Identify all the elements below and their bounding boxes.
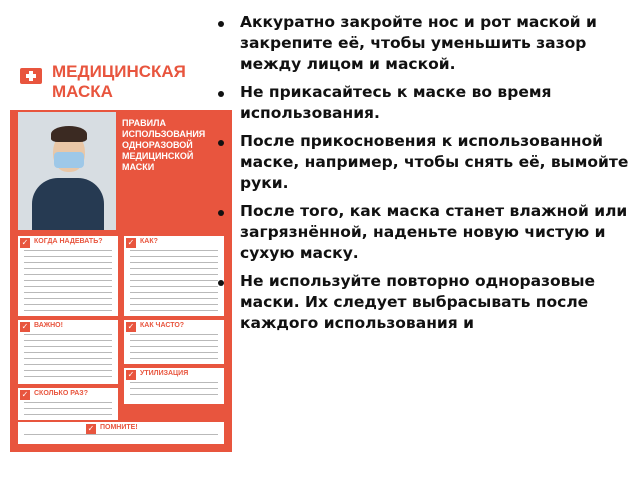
poster-rules-heading: ПРАВИЛА ИСПОЛЬЗОВАНИЯ ОДНОРАЗОВОЙ МЕДИЦИНСКОЙ МАСКИ bbox=[122, 118, 206, 172]
card-title: КАК ЧАСТО? bbox=[140, 322, 185, 329]
poster-photo bbox=[18, 112, 116, 230]
poster-card bbox=[18, 320, 118, 384]
poster-card bbox=[124, 320, 224, 364]
list-item bbox=[214, 12, 634, 75]
check-icon: ✓ bbox=[21, 322, 29, 331]
list-item-text: После того, как маска станет влажной или загрязнённой, наденьте новую чистую и сухую маску. bbox=[240, 202, 628, 262]
check-icon: ✓ bbox=[127, 370, 135, 379]
card-title: КАК? bbox=[140, 238, 158, 245]
list-item-text: Не используйте повторно одноразовые маски. Их следует выбрасывать после каждого использования и bbox=[240, 272, 596, 332]
card-title: КОГДА НАДЕВАТЬ? bbox=[34, 238, 103, 245]
list-item bbox=[214, 82, 634, 124]
check-icon: ✓ bbox=[21, 238, 29, 247]
poster-title: МЕДИЦИНСКАЯ МАСКА bbox=[52, 62, 186, 101]
card-title: УТИЛИЗАЦИЯ bbox=[140, 370, 189, 377]
poster-card bbox=[18, 388, 118, 420]
poster-card bbox=[18, 236, 118, 316]
check-icon: ✓ bbox=[87, 424, 95, 433]
card-text bbox=[24, 250, 112, 312]
mask-rules-list bbox=[214, 12, 634, 341]
bullet-icon bbox=[218, 21, 224, 27]
check-icon: ✓ bbox=[127, 322, 135, 331]
list-item bbox=[214, 271, 634, 334]
poster-card bbox=[124, 368, 224, 404]
bullet-icon bbox=[218, 210, 224, 216]
medical-cross-icon bbox=[20, 68, 42, 84]
photo-mask bbox=[54, 152, 84, 168]
remember-text bbox=[24, 434, 218, 440]
list-item bbox=[214, 131, 634, 194]
card-title: ВАЖНО! bbox=[34, 322, 63, 329]
bullet-icon bbox=[218, 280, 224, 286]
check-icon: ✓ bbox=[21, 390, 29, 399]
list-item-text: После прикосновения к использованной маске, например, чтобы снять её, вымойте руки. bbox=[240, 132, 629, 192]
bullet-icon bbox=[218, 91, 224, 97]
list-item bbox=[214, 201, 634, 264]
card-text bbox=[24, 334, 112, 380]
poster-header bbox=[10, 52, 232, 110]
list-item-text: Не прикасайтесь к маске во время использования. bbox=[240, 83, 552, 122]
check-icon: ✓ bbox=[127, 238, 135, 247]
list-item-text: Аккуратно закройте нос и рот маской и закрепите её, чтобы уменьшить зазор между лицом и маской. bbox=[240, 13, 597, 73]
poster-remember-box bbox=[18, 422, 224, 444]
card-text bbox=[24, 402, 112, 416]
bullet-icon bbox=[218, 140, 224, 146]
mask-poster-image bbox=[10, 52, 232, 452]
photo-hair bbox=[51, 126, 87, 142]
poster-card bbox=[124, 236, 224, 316]
card-title: СКОЛЬКО РАЗ? bbox=[34, 390, 88, 397]
card-text bbox=[130, 382, 218, 400]
card-text bbox=[130, 334, 218, 360]
card-text bbox=[130, 250, 218, 312]
remember-title: ПОМНИТЕ! bbox=[100, 424, 138, 431]
photo-shirt bbox=[32, 178, 104, 230]
